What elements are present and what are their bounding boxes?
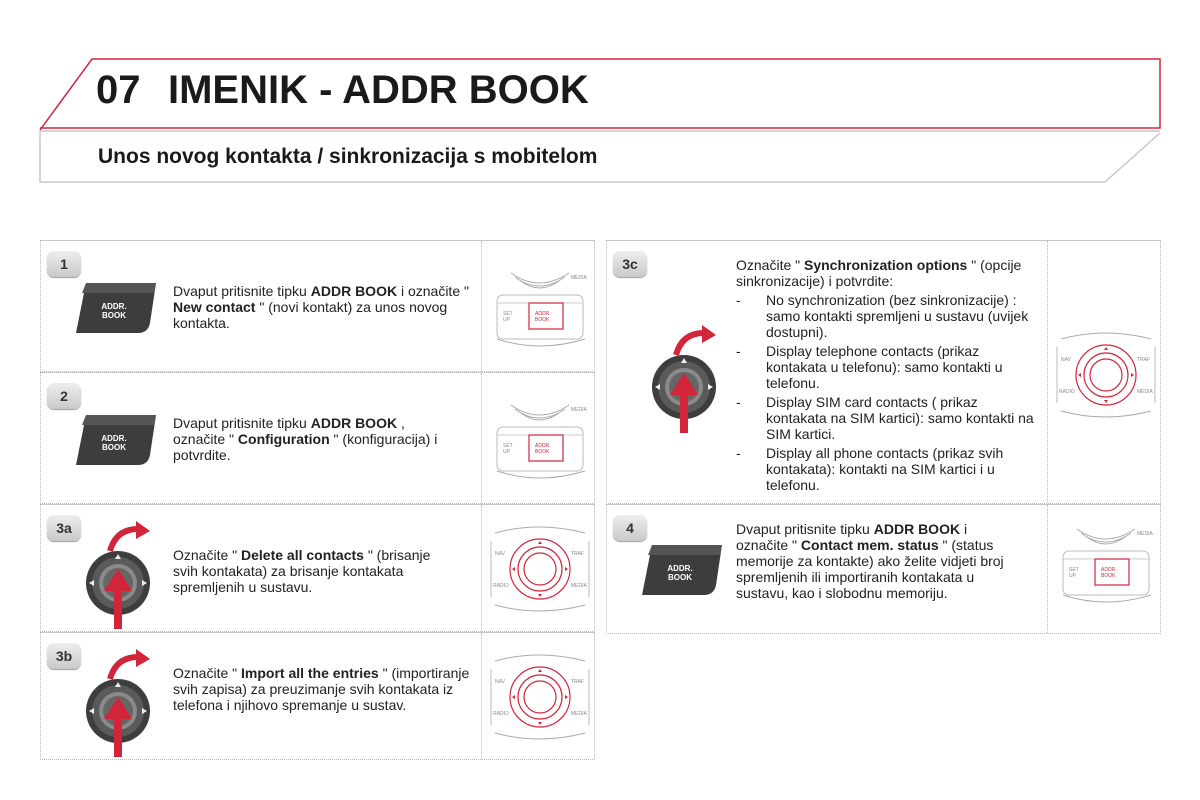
svg-text:RADIO: RADIO <box>1059 389 1075 395</box>
svg-text:UP: UP <box>503 317 510 323</box>
svg-text:RADIO: RADIO <box>493 583 509 589</box>
svg-text:BOOK: BOOK <box>535 449 550 455</box>
svg-text:BOOK: BOOK <box>1101 573 1116 579</box>
rotary-knob-press-icon <box>86 519 166 639</box>
svg-text:MEDIA: MEDIA <box>571 711 587 717</box>
step-3b-text: Označite " Import all the entries " (importiranje svih zapisa) za preuzimanje svih kontakata iz telefona i njihovo spremanje u sustav. <box>173 665 470 713</box>
step-badge: 3c <box>613 251 647 277</box>
svg-text:SET: SET <box>503 443 513 449</box>
list-item: - Display SIM card contacts ( prikaz kontakata na SIM kartici): samo kontakti na SIM kartici. <box>736 394 1036 442</box>
step-badge: 3b <box>47 643 81 669</box>
svg-text:RADIO: RADIO <box>493 711 509 717</box>
svg-text:NAV: NAV <box>495 551 505 557</box>
console-thumbnail-addr-book <box>493 401 589 485</box>
svg-text:ADDR.: ADDR. <box>535 443 551 449</box>
chapter-title: IMENIK - ADDR BOOK <box>168 68 589 112</box>
step-2-panel <box>40 372 595 504</box>
svg-text:TRAF: TRAF <box>571 551 585 557</box>
list-item: - No synchronization (bez sinkronizacije) : samo kontakti spremljeni u sustavu (uvijek dostupni). <box>736 292 1036 340</box>
console-thumbnail-rotary-dial <box>1055 327 1157 423</box>
addr-book-key-icon: ADDR. BOOK <box>76 283 158 335</box>
svg-text:ADDR.: ADDR. <box>1101 567 1117 573</box>
svg-text:MEDIA: MEDIA <box>1137 389 1153 395</box>
rotary-knob-press-icon <box>86 647 166 767</box>
console-thumbnail-rotary-dial <box>489 649 591 745</box>
svg-text:NAV: NAV <box>1061 357 1071 363</box>
list-item: - Display all phone contacts (prikaz svih kontakata): kontakti na SIM kartici i u telefonu. <box>736 445 1036 493</box>
svg-text:MEDIA: MEDIA <box>571 275 587 281</box>
list-item: - Display telephone contacts (prikaz kontakata u telefonu): samo kontakti u telefonu. <box>736 343 1036 391</box>
svg-text:SET: SET <box>503 311 513 317</box>
rotary-knob-press-icon <box>652 323 732 443</box>
svg-text:MEDIA: MEDIA <box>571 583 587 589</box>
step-3c-text: Označite " Synchronization options " (opcije sinkronizacije) i potvrdite: - No synchronization (bez sinkronizacije) : samo kontakti spremljeni u sustavu (uvijek dostupni). - Display telephone contacts (prikaz kontakata u telefonu): samo kontakti u telefonu. - Display SIM card contacts ( prikaz kontakata na SIM kartici): samo kontakti na SIM kartici. - Display all phone contacts (prikaz svih kontakata): kontakti na SIM kartici i u telefonu. <box>736 257 1036 496</box>
svg-text:UP: UP <box>503 449 510 455</box>
svg-text:BOOK: BOOK <box>535 317 550 323</box>
svg-text:MEDIA: MEDIA <box>1137 531 1153 537</box>
addr-book-key-icon: ADDR. BOOK <box>642 545 724 597</box>
svg-text:UP: UP <box>1069 573 1076 579</box>
addr-book-key-icon: ADDR. BOOK <box>76 415 158 467</box>
svg-text:MEDIA: MEDIA <box>571 407 587 413</box>
svg-text:NAV: NAV <box>495 679 505 685</box>
step-3a-text: Označite " Delete all contacts " (brisanje svih kontakata) za brisanje kontakata spremljenih u sustavu. <box>173 547 431 595</box>
svg-text:ADDR.: ADDR. <box>535 311 551 317</box>
step-3b-panel <box>40 632 595 760</box>
chapter-number: 07 <box>96 68 141 112</box>
svg-text:TRAF: TRAF <box>571 679 585 685</box>
step-3c-panel <box>606 240 1161 504</box>
step-4-panel <box>606 504 1161 634</box>
svg-text:SET: SET <box>1069 567 1079 573</box>
step-1-text: Dvaput pritisnite tipku ADDR BOOK i označite " New contact " (novi kontakt) za unos novog kontakta. <box>173 283 469 331</box>
step-badge: 3a <box>47 515 81 541</box>
step-badge: 2 <box>47 383 81 409</box>
step-4-text: Dvaput pritisnite tipku ADDR BOOK i označite " Contact mem. status " (status memorije za kontakte) ako želite vidjeti broj spremljenih ili importiranih kontakata u sustavu, kao i slobodnu memoriju. <box>736 521 1004 601</box>
step-badge: 1 <box>47 251 81 277</box>
step-3a-panel <box>40 504 595 632</box>
step-2-text: Dvaput pritisnite tipku ADDR BOOK , označite " Configuration " (konfiguracija) i potvrdite. <box>173 415 438 463</box>
console-thumbnail-addr-book <box>493 269 589 353</box>
section-subtitle: Unos novog kontakta / sinkronizacija s mobitelom <box>98 145 598 168</box>
console-thumbnail-addr-book <box>1059 525 1155 609</box>
step-badge: 4 <box>613 515 647 541</box>
svg-text:TRAF: TRAF <box>1137 357 1151 363</box>
sync-options-list <box>736 292 1036 493</box>
console-thumbnail-rotary-dial <box>489 521 591 617</box>
step-1-panel <box>40 240 595 372</box>
